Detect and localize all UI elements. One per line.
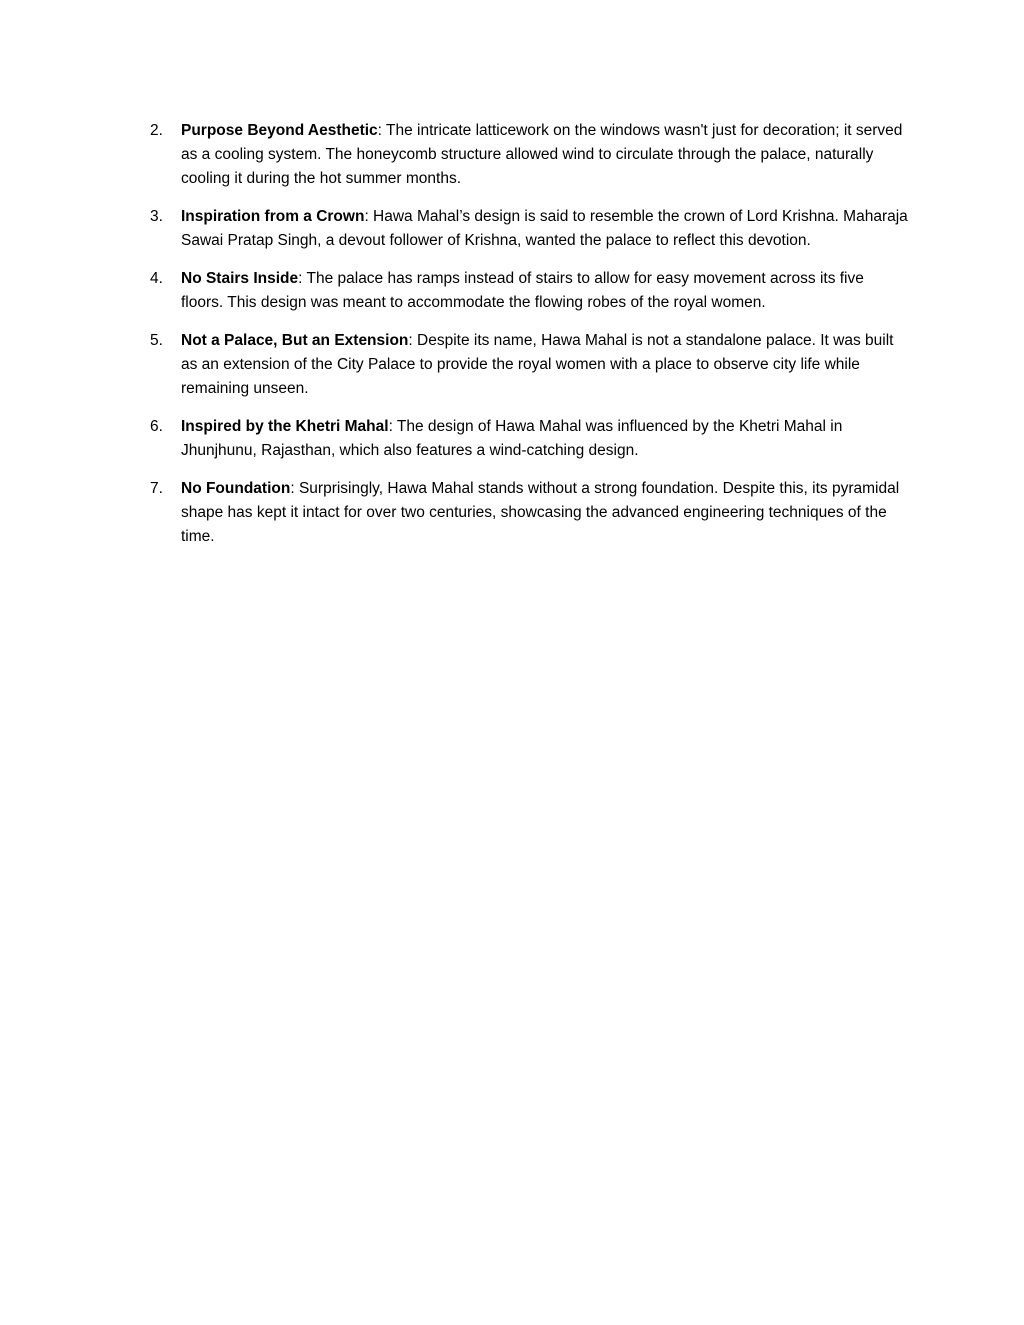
list-item: [150, 119, 908, 191]
list-number: 7.: [150, 480, 163, 497]
list-item: [150, 477, 908, 549]
list-number: 4.: [150, 270, 163, 287]
list-item: [150, 205, 908, 253]
list-item-term: Purpose Beyond Aesthetic: [181, 122, 378, 139]
list-number: 3.: [150, 208, 163, 225]
list-number: 2.: [150, 122, 163, 139]
list-item-term: Inspiration from a Crown: [181, 208, 365, 225]
list-item-term: No Stairs Inside: [181, 270, 299, 287]
list-item-text: : Despite its name, Hawa Mahal is not a standalone palace. It was built as an extension of the City Palace to provide the royal women with a place to observe city life while remaining unseen.: [181, 332, 894, 397]
list-item-term: Inspired by the Khetri Mahal: [181, 418, 389, 435]
list-item-term: No Foundation: [181, 480, 291, 497]
list-item-text: : The palace has ramps instead of stairs to allow for easy movement across its five floors. This design was meant to accommodate the flowing robes of the royal women.: [181, 270, 864, 311]
list-item-text: : The intricate latticework on the windows wasn't just for decoration; it served as a cooling system. The honeycomb structure allowed wind to circulate through the palace, naturally cooling it during the hot summer months.: [181, 122, 903, 187]
numbered-list: [150, 119, 908, 563]
list-item-text: : Surprisingly, Hawa Mahal stands without a strong foundation. Despite this, its pyramidal shape has kept it intact for over two centuries, showcasing the advanced engineering techniques of the time.: [181, 480, 900, 545]
list-item-text: : The design of Hawa Mahal was influenced by the Khetri Mahal in Jhunjhunu, Rajasthan, which also features a wind-catching design.: [181, 418, 843, 459]
list-item: [150, 267, 908, 315]
list-item-text: : Hawa Mahal’s design is said to resemble the crown of Lord Krishna. Maharaja Sawai Pratap Singh, a devout follower of Krishna, wanted the palace to reflect this devotion.: [181, 208, 908, 249]
list-item: [150, 329, 908, 401]
list-item: [150, 415, 908, 463]
list-number: 5.: [150, 332, 163, 349]
list-number: 6.: [150, 418, 163, 435]
list-item-term: Not a Palace, But an Extension: [181, 332, 409, 349]
